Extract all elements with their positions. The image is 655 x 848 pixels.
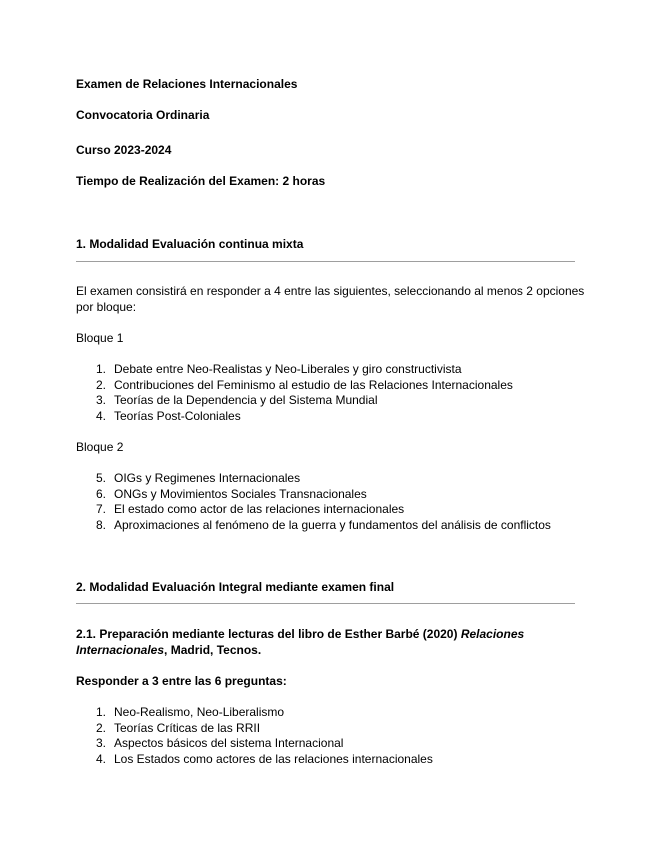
list-item [76,736,433,752]
list-item-number: 7. [96,502,107,517]
list-item [76,471,551,487]
block2-label: Bloque 2 [76,440,124,454]
list-item-text: Aspectos básicos del sistema Internacional [114,736,344,751]
list-item-text: Los Estados como actores de las relaciones internacionales [114,751,433,766]
list-item-text: ONGs y Movimientos Sociales Transnacionales [114,486,367,501]
list-item-number: 2. [96,720,107,735]
list-item-text: Neo-Realismo, Neo-Liberalismo [114,705,285,719]
list-item-number: 3. [96,736,107,751]
list-item-number: 3. [96,393,107,408]
list-item [76,378,513,394]
list-item-number: 6. [96,486,107,501]
list-item-number: 5. [96,471,107,485]
section1-heading: 1. Modalidad Evaluación continua mixta [76,237,304,251]
block2-list [76,471,551,533]
list-item [76,362,513,378]
exam-duration: Tiempo de Realización del Examen: 2 horas [76,174,326,188]
list-item-number: 1. [96,705,107,719]
list-item [76,502,551,518]
list-item-number: 8. [96,517,107,532]
list-item [76,393,513,409]
list-item-text: Teorías Críticas de las RRII [114,720,261,735]
list-item-text: Debate entre Neo-Realistas y Neo-Liberales y giro constructivista [114,362,462,376]
list-item-text: Teorías Post-Coloniales [114,408,241,423]
list-item-text: Contribuciones del Feminismo al estudio de las Relaciones Internacionales [114,377,513,392]
book-title-part-1: Relaciones [460,627,525,641]
section2-divider [76,603,575,604]
book-title-part-2: Internacionales [76,642,165,657]
list-item [76,518,551,534]
list-item-number: 1. [96,362,107,376]
section2-heading: 2. Modalidad Evaluación Integral mediante examen final [76,580,395,594]
section1-divider [76,261,575,262]
list-item [76,721,433,737]
list-item-text: Aproximaciones al fenómeno de la guerra y fundamentos del análisis de conflictos [114,517,551,532]
list-item-number: 2. [96,377,107,392]
exam-course: Curso 2023-2024 [76,143,172,157]
list-item [76,487,551,503]
list-item-number: 4. [96,408,107,423]
section2-instruction: Responder a 3 entre las 6 preguntas: [76,674,287,688]
subheading-suffix: , Madrid, Tecnos. [164,642,262,657]
list-item-text: El estado como actor de las relaciones internacionales [114,502,405,517]
block1-list [76,362,513,424]
list-item [76,752,433,768]
list-item-text: OIGs y Regimenes Internacionales [114,471,301,485]
subheading-prefix: 2.1. Preparación mediante lecturas del libro de Esther Barbé (2020) [76,627,461,641]
section1-intro: El examen consistirá en responder a 4 entre las siguientes, seleccionando al menos 2 opciones por bloque: [76,284,585,314]
section2-list [76,705,433,767]
list-item-text: Teorías de la Dependencia y del Sistema Mundial [114,393,378,408]
list-item [76,409,513,425]
exam-call: Convocatoria Ordinaria [76,108,210,122]
exam-title: Examen de Relaciones Internacionales [76,77,298,91]
list-item [76,705,433,721]
block1-label: Bloque 1 [76,331,124,345]
section2-subheading [76,627,536,658]
list-item-number: 4. [96,751,107,766]
